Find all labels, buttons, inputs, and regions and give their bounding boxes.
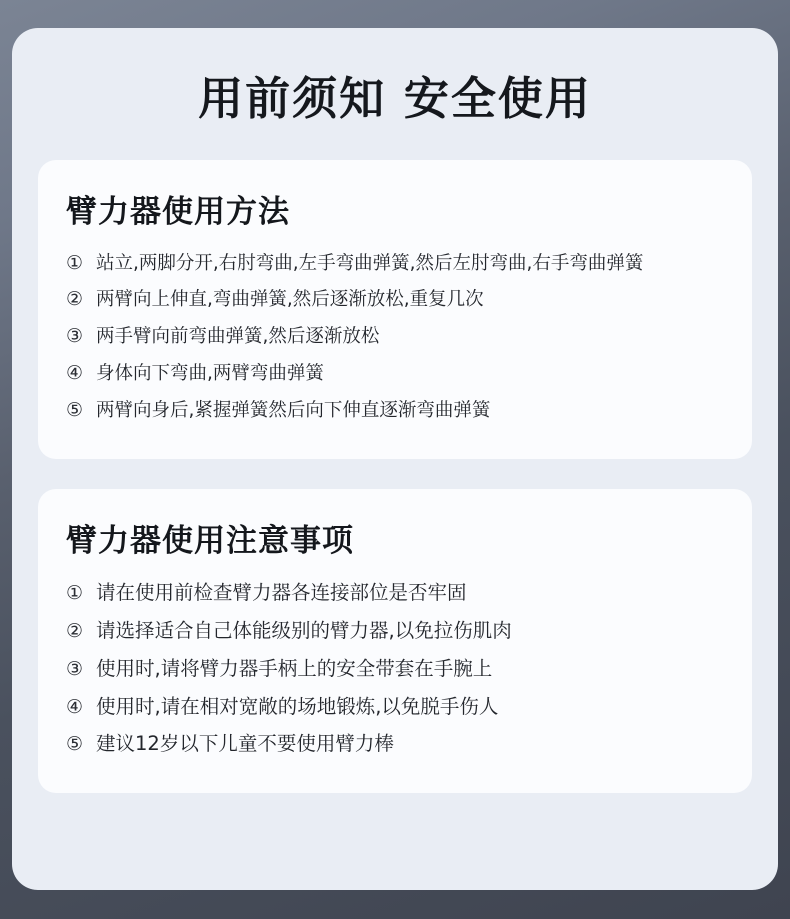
list-item <box>66 650 724 688</box>
list-item-text: 使用时,请将臂力器手柄上的安全带套在手腕上 <box>96 656 493 680</box>
list-item-marker: ① <box>66 251 84 274</box>
list-item-marker: ④ <box>66 695 84 718</box>
caution-section-title: 臂力器使用注意事项 <box>66 523 354 560</box>
content-sheet <box>12 28 778 890</box>
list-item <box>66 245 724 282</box>
usage-section-title: 臂力器使用方法 <box>66 193 290 230</box>
list-item <box>66 355 724 392</box>
list-item-text: 建议12岁以下儿童不要使用臂力棒 <box>96 732 394 756</box>
list-item-marker: ② <box>66 288 84 311</box>
list-item-text: 两臂向上伸直,弯曲弹簧,然后逐渐放松,重复几次 <box>96 289 484 311</box>
list-item <box>66 725 724 763</box>
caution-notes-card <box>38 489 752 793</box>
list-item-marker: ③ <box>66 657 84 680</box>
usage-step-list <box>66 245 724 430</box>
list-item <box>66 392 724 429</box>
list-item-marker: ② <box>66 620 84 643</box>
list-item <box>66 281 724 318</box>
list-item-marker: ④ <box>66 362 84 385</box>
page-title: 用前须知 安全使用 <box>198 72 592 125</box>
bottom-spacer <box>38 823 752 843</box>
list-item-text: 两手臂向前弯曲弹簧,然后逐渐放松 <box>96 326 380 348</box>
caution-note-list <box>66 574 724 763</box>
list-item <box>66 612 724 650</box>
list-item-marker: ⑤ <box>66 399 84 422</box>
list-item <box>66 318 724 355</box>
list-item-marker: ① <box>66 582 84 605</box>
list-item-marker: ⑤ <box>66 733 84 756</box>
list-item-marker: ③ <box>66 325 84 348</box>
list-item-text: 请选择适合自己体能级别的臂力器,以免拉伤肌肉 <box>96 619 512 643</box>
list-item-text: 使用时,请在相对宽敞的场地锻炼,以免脱手伤人 <box>96 694 499 718</box>
list-item-text: 站立,两脚分开,右肘弯曲,左手弯曲弹簧,然后左肘弯曲,右手弯曲弹簧 <box>96 252 644 274</box>
list-item <box>66 574 724 612</box>
list-item-text: 请在使用前检查臂力器各连接部位是否牢固 <box>96 581 467 605</box>
list-item <box>66 688 724 726</box>
list-item-text: 身体向下弯曲,两臂弯曲弹簧 <box>96 363 324 385</box>
usage-instructions-card <box>38 160 752 460</box>
list-item-text: 两臂向身后,紧握弹簧然后向下伸直逐渐弯曲弹簧 <box>96 400 491 422</box>
